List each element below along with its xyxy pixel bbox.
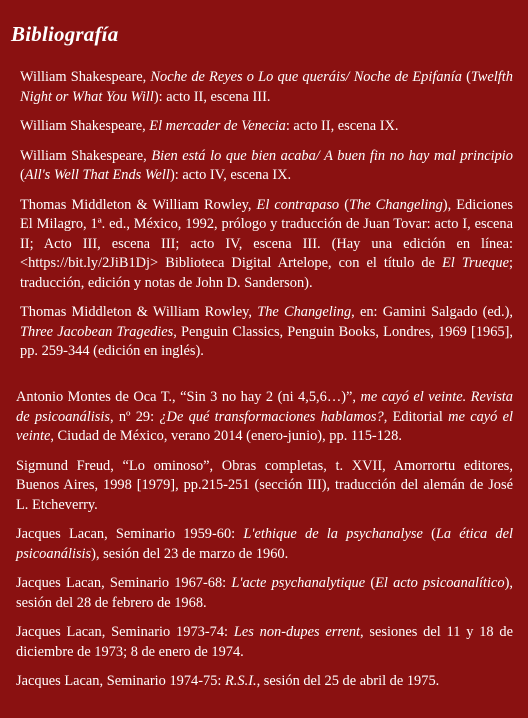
bibliography-entry	[20, 303, 513, 362]
bibliography-entry	[20, 68, 513, 107]
entry-title-text: Twelfth Night or What You Will	[20, 69, 513, 105]
bibliography-entry	[16, 525, 513, 564]
entry-title-text: Noche de Reyes o Lo que queráis/ Noche de Epifanía	[150, 69, 462, 85]
primary-bibliography-list	[20, 68, 513, 362]
bibliography-entry	[16, 388, 513, 447]
bibliography-entry	[16, 672, 513, 692]
entry-title-text: me cayó el veinte	[16, 408, 513, 444]
bibliography-entry	[16, 457, 513, 516]
entry-text: , Editorial	[383, 408, 449, 425]
entry-title-text: El acto psicoanalítico	[375, 575, 505, 591]
entry-text: , en: Gamini Salgado (ed.),	[351, 304, 513, 320]
entry-text: (	[422, 526, 436, 542]
bibliography-entry	[16, 574, 513, 613]
entry-text: , nº 29:	[109, 408, 160, 425]
bibliography-entry	[20, 196, 513, 294]
entry-text: ), Ediciones El Milagro, 1ª. ed., México, 1992, prólogo y traducción de Juan Tovar: acto I, escena II; Acto III, escena III; acto IV, escena III. (Hay una edición en línea: <https://bit.ly/2JiB1Dj> Biblioteca Digital Artelope, con el título de	[20, 196, 513, 271]
entry-text: (	[339, 196, 349, 213]
bibliography-entry	[20, 147, 513, 186]
entry-text: William Shakespeare,	[20, 147, 152, 164]
entry-title-text: La ética del psicoanálisis	[16, 526, 513, 562]
entry-text: William Shakespeare,	[20, 69, 151, 85]
entry-title-text: All's Well That Ends Well	[24, 167, 170, 183]
entry-title-text: me cayó el veinte. Revista de psicoanálisis	[16, 389, 514, 425]
entry-title-text: ¿De qué transformaciones hablamos?	[159, 408, 384, 425]
bibliography-entry	[20, 117, 513, 137]
entry-text: Thomas Middleton & William Rowley,	[20, 304, 258, 320]
entry-title-text: El mercader de Venecia	[149, 118, 286, 134]
page-title: Bibliografía	[11, 22, 119, 46]
entry-title-text: The Changeling	[349, 196, 443, 213]
entry-text: (	[20, 167, 25, 183]
entry-text: , Penguin Classics, Penguin Books, Londres, 1969 [1965], pp. 259-344 (edición en inglés).	[20, 323, 513, 359]
entry-title-text: L'ethique de la psychanalyse	[243, 526, 423, 542]
entry-title-text: Bien está lo que bien acaba/ A buen fin no hay mal principio	[151, 147, 513, 164]
entry-text: , Ciudad de México, verano 2014 (enero-junio), pp. 115-128.	[50, 428, 402, 444]
entry-title-text: Three Jacobean Tragedies	[20, 323, 174, 340]
entry-title-text: El Trueque	[441, 255, 509, 271]
entry-title-text: El contrapaso	[256, 196, 340, 213]
entry-text: , sesión del 25 de abril de 1975.	[256, 673, 440, 689]
secondary-bibliography-list	[16, 388, 513, 692]
entry-text: Jacques Lacan, Seminario 1967-68:	[16, 575, 232, 591]
entry-title-text: The Changeling	[257, 304, 352, 320]
entry-title-text: Les non-dupes errent	[233, 624, 361, 640]
entry-text: (	[365, 575, 376, 591]
entry-text: Jacques Lacan, Seminario 1974-75:	[16, 673, 226, 689]
entry-text: William Shakespeare,	[20, 118, 150, 134]
entry-text: Antonio Montes de Oca T., “Sin 3 no hay 2 (ni 4,5,6…)”,	[16, 389, 361, 405]
entry-text: (	[461, 69, 471, 85]
entry-title-text: R.S.I.	[225, 673, 257, 689]
entry-text: ), sesión del 28 de febrero de 1968.	[16, 575, 513, 611]
entry-text: Sigmund Freud, “Lo ominoso”, Obras completas, t. XVII, Amorrortu editores, Buenos Aires, 1998 [1979], pp.215-251 (sección III), traducción del alemán de José L. Etcheverry.	[16, 457, 513, 513]
entry-text: ), sesión del 23 de marzo de 1960.	[91, 545, 289, 562]
entry-text: Thomas Middleton & William Rowley,	[20, 196, 257, 213]
entry-text: : acto II, escena IX.	[285, 118, 399, 134]
entry-title-text: L'acte psychanalytique	[231, 575, 366, 591]
entry-text: ; traducción, edición y notas de John D. Sanderson).	[20, 255, 513, 291]
entry-text: Jacques Lacan, Seminario 1959-60:	[16, 526, 244, 542]
entry-text: ): acto IV, escena IX.	[169, 167, 292, 183]
entry-text: Jacques Lacan, Seminario 1973-74:	[16, 624, 234, 640]
entry-text: , sesiones del 11 y 18 de diciembre de 1973; 8 de enero de 1974.	[16, 624, 513, 660]
bibliography-entry	[16, 623, 513, 662]
entry-text: ): acto II, escena III.	[153, 88, 271, 105]
